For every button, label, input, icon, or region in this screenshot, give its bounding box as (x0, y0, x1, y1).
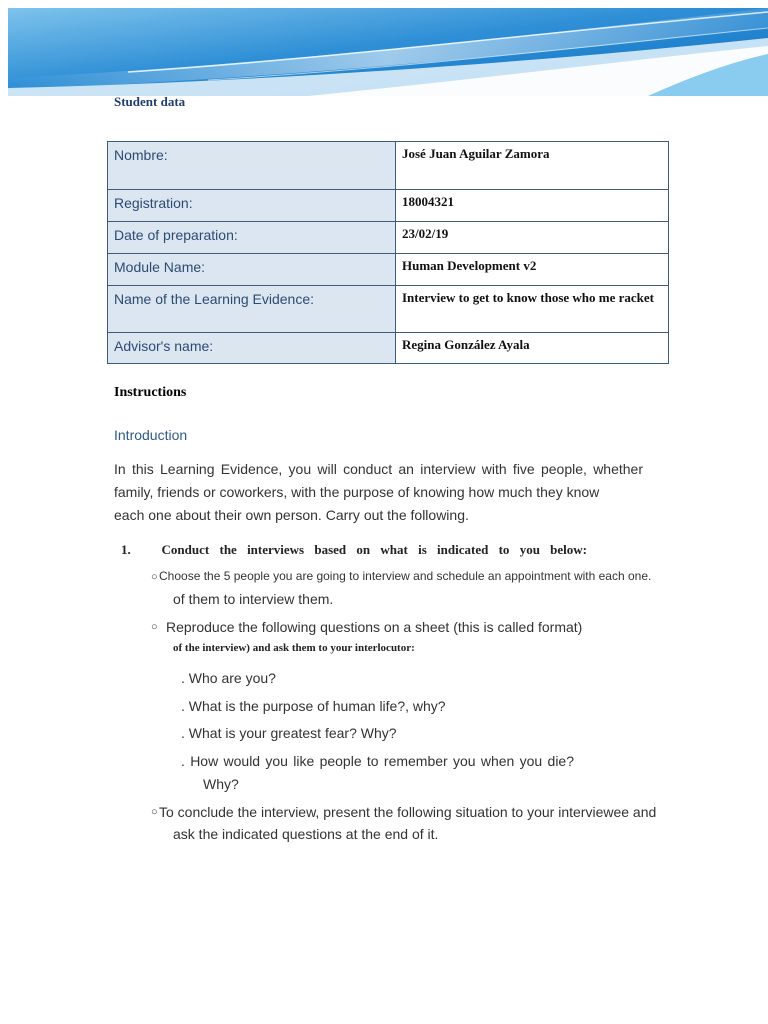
instructions-heading: Instructions (114, 385, 187, 400)
bullet-text: Reproduce the following questions on a sheet (this is called format) (166, 619, 583, 635)
field-label: Date of preparation: (108, 222, 396, 254)
table-row (108, 222, 669, 254)
field-label: Module Name: (108, 254, 396, 286)
field-value: 18004321 (396, 190, 669, 222)
question-item: . How would you like people to remember you when you die? (181, 753, 574, 769)
bullet-text: of the interview) and ask them to your interlocutor: (173, 642, 415, 654)
field-value: Regina González Ayala (396, 333, 669, 364)
step-text: Conduct the interviews based on what is indicated to you below: (161, 542, 588, 557)
step-1 (121, 542, 587, 558)
bullet-text: ask the indicated questions at the end of it. (173, 826, 439, 842)
field-label: Registration: (108, 190, 396, 222)
intro-paragraph-line: each one about their own person. Carry out the following. (114, 507, 469, 523)
bullet-circle-icon: ○ (151, 621, 158, 633)
banner-graphic (8, 8, 768, 96)
table-row (108, 333, 669, 364)
table-row (108, 254, 669, 286)
field-value: Human Development v2 (396, 254, 669, 286)
bullet-circle-icon: ○ (151, 571, 158, 583)
bullet-text: of them to interview them. (173, 591, 334, 607)
student-data-title: Student data (114, 94, 186, 109)
bullet-text: To conclude the interview, present the following situation to your interviewee and (159, 804, 657, 820)
intro-paragraph-line: In this Learning Evidence, you will conduct an interview with five people, whether (114, 461, 643, 477)
intro-paragraph-line: family, friends or coworkers, with the purpose of knowing how much they know (114, 484, 600, 500)
student-data-table (107, 141, 669, 364)
bullet-text: Choose the 5 people you are going to interview and schedule an appointment with each one. (159, 569, 652, 583)
table-row (108, 142, 669, 190)
header-banner (8, 8, 768, 96)
field-label: Nombre: (108, 142, 396, 190)
table-row (108, 190, 669, 222)
field-value: José Juan Aguilar Zamora (396, 142, 669, 190)
bullet-circle-icon: ○ (151, 806, 158, 818)
field-label: Advisor's name: (108, 333, 396, 364)
field-label: Name of the Learning Evidence: (108, 286, 396, 333)
question-item: . What is your greatest fear? Why? (181, 725, 397, 741)
introduction-heading: Introduction (114, 427, 188, 443)
field-value: 23/02/19 (396, 222, 669, 254)
table-row (108, 286, 669, 333)
step-number: 1. (121, 542, 131, 557)
question-item: . Who are you? (181, 670, 276, 686)
field-value: Interview to get to know those who me racket (396, 286, 669, 333)
question-item: Why? (203, 776, 239, 792)
question-item: . What is the purpose of human life?, why? (181, 698, 446, 714)
